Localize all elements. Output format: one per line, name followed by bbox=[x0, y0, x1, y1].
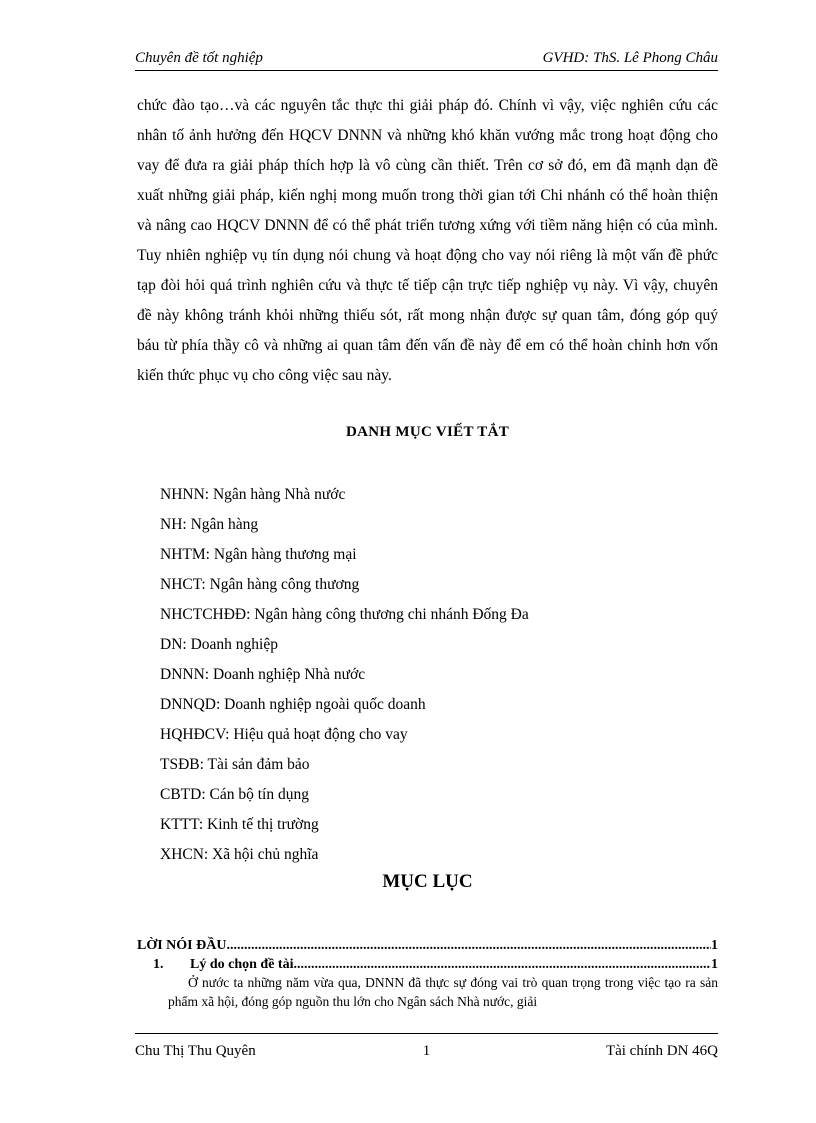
toc-entry-number: 1. bbox=[153, 957, 164, 972]
footer-page-number: 1 bbox=[422, 1043, 431, 1059]
toc-entry-label: Lý do chọn đề tài bbox=[190, 957, 294, 972]
abbreviation-item: TSĐB: Tài sản đảm bảo bbox=[160, 756, 310, 773]
abbreviation-item: XHCN: Xã hội chủ nghĩa bbox=[160, 846, 319, 863]
toc-leader-dots bbox=[293, 955, 711, 975]
body-paragraph: chức đào tạo…và các nguyên tắc thực thi giải pháp đó. Chính vì vậy, việc nghiên cứu các nhân tố ảnh hưởng đến HQCV DNNN và những khó khăn vướng mắc trong hoạt động cho vay để đưa ra giải pháp thích hợp là vô cùng cần thiết. Trên cơ sở đó, em đã mạnh dạn đề xuất những giải pháp, kiến nghị mong muốn trong thời gian tới Chi nhánh có thể hoàn thiện và nâng cao HQCV DNNN để có thể phát triển tương xứng với tiềm năng hiện có của mình. Tuy nhiên nghiệp vụ tín dụng nói chung và hoạt động cho vay nói riêng là một vấn đề phức tạp đòi hỏi quá trình nghiên cứu và thực tế tiếp cận trực tiếp nghiệp vụ này. Vì vậy, chuyên đề này không tránh khỏi những thiếu sót, rất mong nhận được sự quan tâm, đóng góp quý báu từ phía thầy cô và những ai quan tâm đến vấn đề này để em có thể hoàn chỉnh hơn vốn kiến thức phục vụ cho công việc sau này. bbox=[137, 97, 718, 384]
toc-entry-text: Ở nước ta những năm vừa qua, DNNN đã thực sự đóng vai trò quan trọng trong việc tạo ra sản phẩm xã hội, đóng góp nguồn thu lớn cho Ngân sách Nhà nước, giải bbox=[168, 975, 718, 1009]
abbreviation-item: NHCTCHĐĐ: Ngân hàng công thương chi nhánh Đống Đa bbox=[160, 606, 529, 623]
toc-entry-label: LỜI NÓI ĐẦU bbox=[137, 938, 227, 953]
page-header bbox=[135, 48, 718, 71]
abbreviation-item: NH: Ngân hàng bbox=[160, 516, 259, 533]
toc-page-number: 1 bbox=[711, 938, 718, 953]
abbreviations-heading: DANH MỤC VIẾT TẮT bbox=[345, 424, 510, 440]
toc-leader-dots bbox=[226, 936, 711, 956]
page-footer bbox=[135, 1033, 718, 1059]
abbreviation-item: DN: Doanh nghiệp bbox=[160, 636, 278, 653]
abbreviations-list bbox=[160, 480, 529, 870]
footer-class: Tài chính DN 46Q bbox=[605, 1043, 718, 1059]
footer-author: Chu Thị Thu Quyên bbox=[135, 1043, 256, 1059]
abbreviation-item: HQHĐCV: Hiệu quả hoạt động cho vay bbox=[160, 726, 408, 743]
toc-entry-preface[interactable] bbox=[137, 936, 718, 956]
toc-entry-reason[interactable] bbox=[137, 955, 718, 975]
abbreviation-item: DNNN: Doanh nghiệp Nhà nước bbox=[160, 666, 366, 683]
abbreviation-item: KTTT: Kinh tế thị trường bbox=[160, 816, 319, 833]
toc-heading: MỤC LỤC bbox=[382, 871, 473, 892]
header-supervisor: GVHD: ThS. Lê Phong Châu bbox=[542, 50, 718, 66]
abbreviation-item: NHCT: Ngân hàng công thương bbox=[160, 576, 360, 593]
abbreviation-item: NHNN: Ngân hàng Nhà nước bbox=[160, 486, 346, 503]
header-document-type: Chuyên đề tốt nghiệp bbox=[135, 50, 263, 66]
toc-page-number: 1 bbox=[711, 957, 718, 972]
abbreviation-item: CBTD: Cán bộ tín dụng bbox=[160, 786, 309, 803]
abbreviation-item: NHTM: Ngân hàng thương mại bbox=[160, 546, 357, 563]
abbreviation-item: DNNQD: Doanh nghiệp ngoài quốc doanh bbox=[160, 696, 426, 713]
